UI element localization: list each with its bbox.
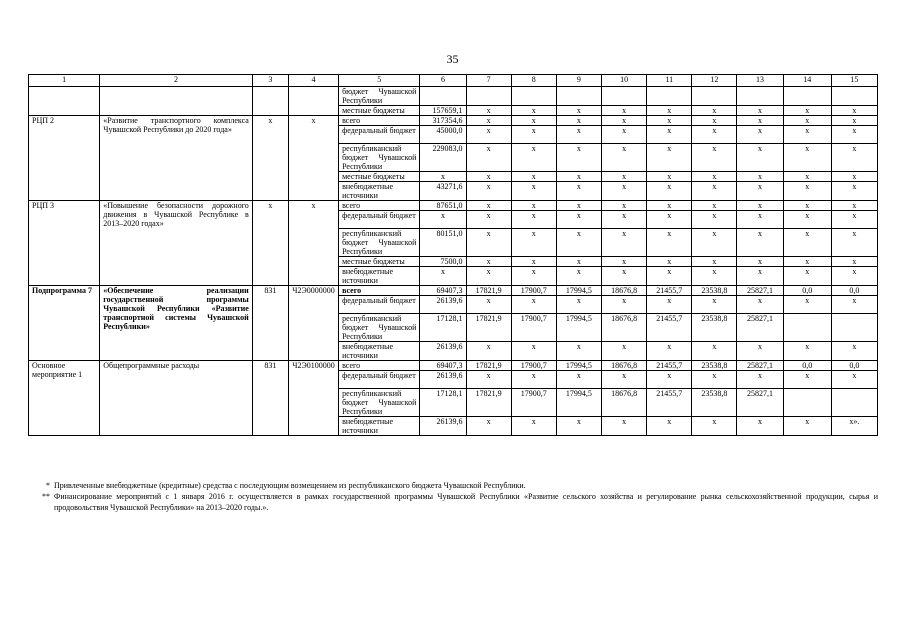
value-cell: х <box>783 342 831 361</box>
value-cell: 17994,5 <box>556 389 601 417</box>
value-cell: х <box>511 296 556 314</box>
value-cell: х <box>466 267 511 286</box>
value-cell: х <box>601 296 646 314</box>
empty-cell <box>252 87 288 116</box>
value-cell: х <box>647 267 692 286</box>
value-cell: 17994,5 <box>556 361 601 371</box>
value-cell: х <box>556 342 601 361</box>
value-cell: х <box>466 116 511 126</box>
value-cell: х <box>556 201 601 211</box>
empty-cell <box>692 87 737 106</box>
value-cell: х <box>783 257 831 267</box>
value-cell: 229083,0 <box>420 144 466 172</box>
value-cell: х <box>601 106 646 116</box>
source-cell: местные бюджеты <box>339 172 420 182</box>
value-cell: 23538,8 <box>692 286 737 296</box>
value-cell: 18676,8 <box>601 389 646 417</box>
value-cell: х <box>692 296 737 314</box>
value-cell: х <box>511 182 556 201</box>
source-cell: местные бюджеты <box>339 257 420 267</box>
empty-cell <box>100 87 253 116</box>
value-cell: х <box>831 229 877 257</box>
footnote-text: Привлеченные внебюджетные (кредитные) средства с последующим возмещением из республиканского бюджета Чувашской Республики. <box>54 481 526 490</box>
empty-cell <box>831 389 877 417</box>
value-cell: 18676,8 <box>601 314 646 342</box>
value-cell: х <box>692 229 737 257</box>
value-cell: х <box>511 342 556 361</box>
value-cell: х <box>466 229 511 257</box>
value-cell: х <box>783 229 831 257</box>
empty-cell <box>783 389 831 417</box>
program-name: «Обеспечение реализации государственной программы Чувашской Республики «Развитие транспортной системы Чувашской Республики» <box>100 286 253 361</box>
value-cell: х <box>647 342 692 361</box>
value-cell: х <box>783 267 831 286</box>
value-cell: 17128,1 <box>420 389 466 417</box>
value-cell: х <box>737 267 783 286</box>
footnote <box>28 491 878 513</box>
value-cell: х <box>511 126 556 144</box>
value-cell: 17994,5 <box>556 286 601 296</box>
value-cell: х <box>692 144 737 172</box>
value-cell: х <box>601 267 646 286</box>
value-cell: х <box>647 126 692 144</box>
value-cell: х <box>737 417 783 436</box>
source-cell: республиканский бюджет Чувашской Республики <box>339 314 420 342</box>
value-cell: х <box>737 211 783 229</box>
gr-code: 831 <box>252 286 288 361</box>
value-cell: х <box>647 229 692 257</box>
value-cell: 317354,6 <box>420 116 466 126</box>
table-row <box>29 87 878 106</box>
value-cell: х <box>511 417 556 436</box>
value-cell: х <box>831 296 877 314</box>
value-cell: 23538,8 <box>692 361 737 371</box>
value-cell: 17821,9 <box>466 314 511 342</box>
value-cell: х <box>737 201 783 211</box>
value-cell: х <box>511 257 556 267</box>
value-cell: х <box>783 172 831 182</box>
header-cell: 3 <box>252 75 288 87</box>
footnote-mark: ** <box>42 492 50 501</box>
value-cell: х <box>511 201 556 211</box>
program-code: Подпрограмма 7 <box>29 286 100 361</box>
value-cell: х <box>601 342 646 361</box>
value-cell: х <box>737 172 783 182</box>
value-cell: 17821,9 <box>466 389 511 417</box>
value-cell: х <box>737 116 783 126</box>
value-cell: 21455,7 <box>647 314 692 342</box>
value-cell: х <box>556 371 601 389</box>
value-cell: х <box>737 126 783 144</box>
value-cell: х <box>783 201 831 211</box>
header-cell: 7 <box>466 75 511 87</box>
value-cell: х <box>466 144 511 172</box>
header-cell: 14 <box>783 75 831 87</box>
csr-code: х <box>288 201 338 286</box>
empty-cell <box>511 87 556 106</box>
footnote <box>28 480 878 491</box>
value-cell: 17821,9 <box>466 286 511 296</box>
value-cell: 0,0 <box>783 286 831 296</box>
value-cell: х <box>783 106 831 116</box>
value-cell: х <box>556 172 601 182</box>
value-cell: х <box>692 257 737 267</box>
value-cell: х <box>601 229 646 257</box>
value-cell: х <box>511 267 556 286</box>
value-cell: х <box>737 296 783 314</box>
value-cell: 26139,6 <box>420 371 466 389</box>
value-cell: х <box>647 417 692 436</box>
source-cell: республиканский бюджет Чувашской Республики <box>339 229 420 257</box>
value-cell: 26139,6 <box>420 417 466 436</box>
value-cell: х <box>783 211 831 229</box>
value-cell: х <box>466 126 511 144</box>
value-cell: х <box>466 342 511 361</box>
value-cell: х <box>466 211 511 229</box>
source-cell: всего <box>339 201 420 211</box>
table-row <box>29 201 878 211</box>
empty-cell <box>647 87 692 106</box>
value-cell: 17900,7 <box>511 389 556 417</box>
value-cell: х <box>466 106 511 116</box>
empty-cell <box>556 87 601 106</box>
value-cell: х <box>556 296 601 314</box>
value-cell: х <box>831 257 877 267</box>
value-cell: х <box>692 342 737 361</box>
header-cell: 10 <box>601 75 646 87</box>
value-cell: х <box>692 371 737 389</box>
source-cell: федеральный бюджет <box>339 296 420 314</box>
program-code: РЦП 2 <box>29 116 100 201</box>
header-cell: 11 <box>647 75 692 87</box>
value-cell: 0,0 <box>783 361 831 371</box>
value-cell: х <box>647 106 692 116</box>
value-cell: х <box>466 201 511 211</box>
value-cell: 23538,8 <box>692 314 737 342</box>
value-cell: 0,0 <box>831 361 877 371</box>
value-cell: х <box>601 182 646 201</box>
header-row <box>29 75 878 87</box>
gr-code: 831 <box>252 361 288 436</box>
value-cell: х <box>647 144 692 172</box>
value-cell: х <box>601 126 646 144</box>
program-code: Основное мероприятие 1 <box>29 361 100 436</box>
value-cell: 17994,5 <box>556 314 601 342</box>
empty-cell <box>601 87 646 106</box>
value-cell: х <box>511 211 556 229</box>
source-cell: всего <box>339 286 420 296</box>
value-cell: 17821,9 <box>466 361 511 371</box>
value-cell: 21455,7 <box>647 361 692 371</box>
source-cell: республиканский бюджет Чувашской Республики <box>339 389 420 417</box>
header-cell: 5 <box>339 75 420 87</box>
empty-cell <box>783 87 831 106</box>
value-cell: х <box>556 417 601 436</box>
source-cell: внебюджетные источники <box>339 342 420 361</box>
value-cell: х <box>831 182 877 201</box>
program-name: «Повышение безопасности дорожного движения в Чувашской Республике в 2013–2020 годах» <box>100 201 253 286</box>
header-cell: 4 <box>288 75 338 87</box>
value-cell: 87651,0 <box>420 201 466 211</box>
value-cell: х <box>783 417 831 436</box>
value-cell: х <box>737 106 783 116</box>
source-cell: внебюджетные источники <box>339 182 420 201</box>
value-cell: х <box>831 211 877 229</box>
empty-cell <box>783 314 831 342</box>
value-cell: х <box>737 371 783 389</box>
source-cell: федеральный бюджет <box>339 126 420 144</box>
value-cell: 69407,3 <box>420 286 466 296</box>
empty-cell <box>288 87 338 116</box>
table-row <box>29 116 878 126</box>
value-cell: х <box>511 371 556 389</box>
value-cell: х <box>692 116 737 126</box>
value-cell: х <box>692 267 737 286</box>
value-cell: х <box>556 267 601 286</box>
value-cell: х <box>466 296 511 314</box>
program-name: Общепрограммные расходы <box>100 361 253 436</box>
value-cell: х <box>831 126 877 144</box>
table-row <box>29 361 878 371</box>
value-cell: х <box>511 106 556 116</box>
value-cell: х <box>601 417 646 436</box>
value-cell: х <box>831 371 877 389</box>
footnote-text: Финансирование мероприятий с 1 января 2016 г. осуществляется в рамках государственной программы Чувашской Республики «Развитие сельского хозяйства и регулирование рынка сельскохозяйственной продукции, сырья и продовольствия Чувашской Республики» на 2013–2020 годы.». <box>54 492 878 512</box>
value-cell: х <box>647 201 692 211</box>
value-cell: 18676,8 <box>601 361 646 371</box>
value-cell: х <box>692 201 737 211</box>
value-cell: х <box>466 257 511 267</box>
value-cell: 23538,8 <box>692 389 737 417</box>
value-cell: х <box>692 182 737 201</box>
value-cell: х <box>601 211 646 229</box>
value-cell: х <box>601 257 646 267</box>
value-cell: 45000,0 <box>420 126 466 144</box>
value-cell: х <box>466 182 511 201</box>
value-cell: х <box>511 116 556 126</box>
source-cell: федеральный бюджет <box>339 371 420 389</box>
csr-code: х <box>288 116 338 201</box>
value-cell: х <box>556 182 601 201</box>
value-cell: х <box>737 229 783 257</box>
value-cell: х <box>556 211 601 229</box>
value-cell: х <box>647 371 692 389</box>
csr-code: Ч2Э0100000 <box>288 361 338 436</box>
value-cell: х <box>692 172 737 182</box>
value-cell: х <box>783 144 831 172</box>
value-cell: х <box>647 172 692 182</box>
value-cell: х <box>556 126 601 144</box>
source-cell: бюджет Чувашской Республики <box>339 87 420 106</box>
gr-code: х <box>252 201 288 286</box>
program-code: РЦП 3 <box>29 201 100 286</box>
value-cell: х <box>737 342 783 361</box>
source-cell: внебюджетные источники <box>339 267 420 286</box>
value-cell: х <box>601 371 646 389</box>
value-cell: 17900,7 <box>511 314 556 342</box>
header-cell: 2 <box>100 75 253 87</box>
value-cell: х <box>556 257 601 267</box>
value-cell: х <box>466 371 511 389</box>
value-cell: х <box>737 182 783 201</box>
value-cell: х <box>601 144 646 172</box>
value-cell: х <box>420 172 466 182</box>
value-cell: х <box>511 144 556 172</box>
value-cell: х <box>601 201 646 211</box>
value-cell: х <box>831 172 877 182</box>
table-row <box>29 286 878 296</box>
source-cell: местные бюджеты <box>339 106 420 116</box>
value-cell: х <box>831 116 877 126</box>
value-cell: 25827,1 <box>737 286 783 296</box>
value-cell: 26139,6 <box>420 342 466 361</box>
value-cell: х <box>647 116 692 126</box>
value-cell: 69407,3 <box>420 361 466 371</box>
empty-cell <box>420 87 466 106</box>
value-cell: х <box>831 201 877 211</box>
value-cell: х <box>783 296 831 314</box>
value-cell: х <box>647 296 692 314</box>
header-cell: 8 <box>511 75 556 87</box>
source-cell: всего <box>339 361 420 371</box>
value-cell: х <box>420 267 466 286</box>
source-cell: федеральный бюджет <box>339 211 420 229</box>
value-cell: х <box>831 267 877 286</box>
value-cell: 25827,1 <box>737 361 783 371</box>
empty-cell <box>831 87 877 106</box>
value-cell: х <box>647 211 692 229</box>
source-cell: всего <box>339 116 420 126</box>
empty-cell <box>29 87 100 116</box>
header-cell: 1 <box>29 75 100 87</box>
value-cell: х <box>556 106 601 116</box>
value-cell: х <box>692 106 737 116</box>
value-cell: 21455,7 <box>647 389 692 417</box>
value-cell: х <box>556 144 601 172</box>
value-cell: 17900,7 <box>511 361 556 371</box>
value-cell: х <box>783 182 831 201</box>
value-cell: х <box>420 211 466 229</box>
value-cell: х». <box>831 417 877 436</box>
value-cell: х <box>831 144 877 172</box>
empty-cell <box>466 87 511 106</box>
value-cell: х <box>511 229 556 257</box>
budget-table <box>28 74 878 436</box>
value-cell: х <box>692 126 737 144</box>
source-cell: внебюджетные источники <box>339 417 420 436</box>
value-cell: 17128,1 <box>420 314 466 342</box>
value-cell: х <box>647 182 692 201</box>
value-cell: х <box>783 116 831 126</box>
csr-code: Ч2Э0000000 <box>288 286 338 361</box>
value-cell: 25827,1 <box>737 314 783 342</box>
header-cell: 15 <box>831 75 877 87</box>
header-cell: 13 <box>737 75 783 87</box>
value-cell: х <box>601 172 646 182</box>
empty-cell <box>831 314 877 342</box>
value-cell: х <box>556 229 601 257</box>
footnotes <box>28 480 878 513</box>
value-cell: х <box>601 116 646 126</box>
value-cell: 26139,6 <box>420 296 466 314</box>
value-cell: 7500,0 <box>420 257 466 267</box>
value-cell: х <box>783 371 831 389</box>
value-cell: х <box>692 417 737 436</box>
value-cell: 25827,1 <box>737 389 783 417</box>
value-cell: 0,0 <box>831 286 877 296</box>
value-cell: х <box>737 257 783 267</box>
value-cell: 17900,7 <box>511 286 556 296</box>
value-cell: 21455,7 <box>647 286 692 296</box>
footnote-mark: * <box>46 481 50 490</box>
value-cell: х <box>783 126 831 144</box>
program-name: «Развитие транспортного комплекса Чувашской Республики до 2020 года» <box>100 116 253 201</box>
value-cell: 157659,1 <box>420 106 466 116</box>
value-cell: х <box>466 417 511 436</box>
value-cell: 18676,8 <box>601 286 646 296</box>
value-cell: х <box>511 172 556 182</box>
value-cell: х <box>692 211 737 229</box>
gr-code: х <box>252 116 288 201</box>
value-cell: 43271,6 <box>420 182 466 201</box>
header-cell: 12 <box>692 75 737 87</box>
value-cell: х <box>647 257 692 267</box>
header-cell: 9 <box>556 75 601 87</box>
value-cell: х <box>831 106 877 116</box>
page-number: 35 <box>446 52 459 66</box>
value-cell: 80151,0 <box>420 229 466 257</box>
value-cell: х <box>831 342 877 361</box>
header-cell: 6 <box>420 75 466 87</box>
value-cell: х <box>556 116 601 126</box>
source-cell: республиканский бюджет Чувашской Республики <box>339 144 420 172</box>
empty-cell <box>737 87 783 106</box>
value-cell: х <box>737 144 783 172</box>
value-cell: х <box>466 172 511 182</box>
